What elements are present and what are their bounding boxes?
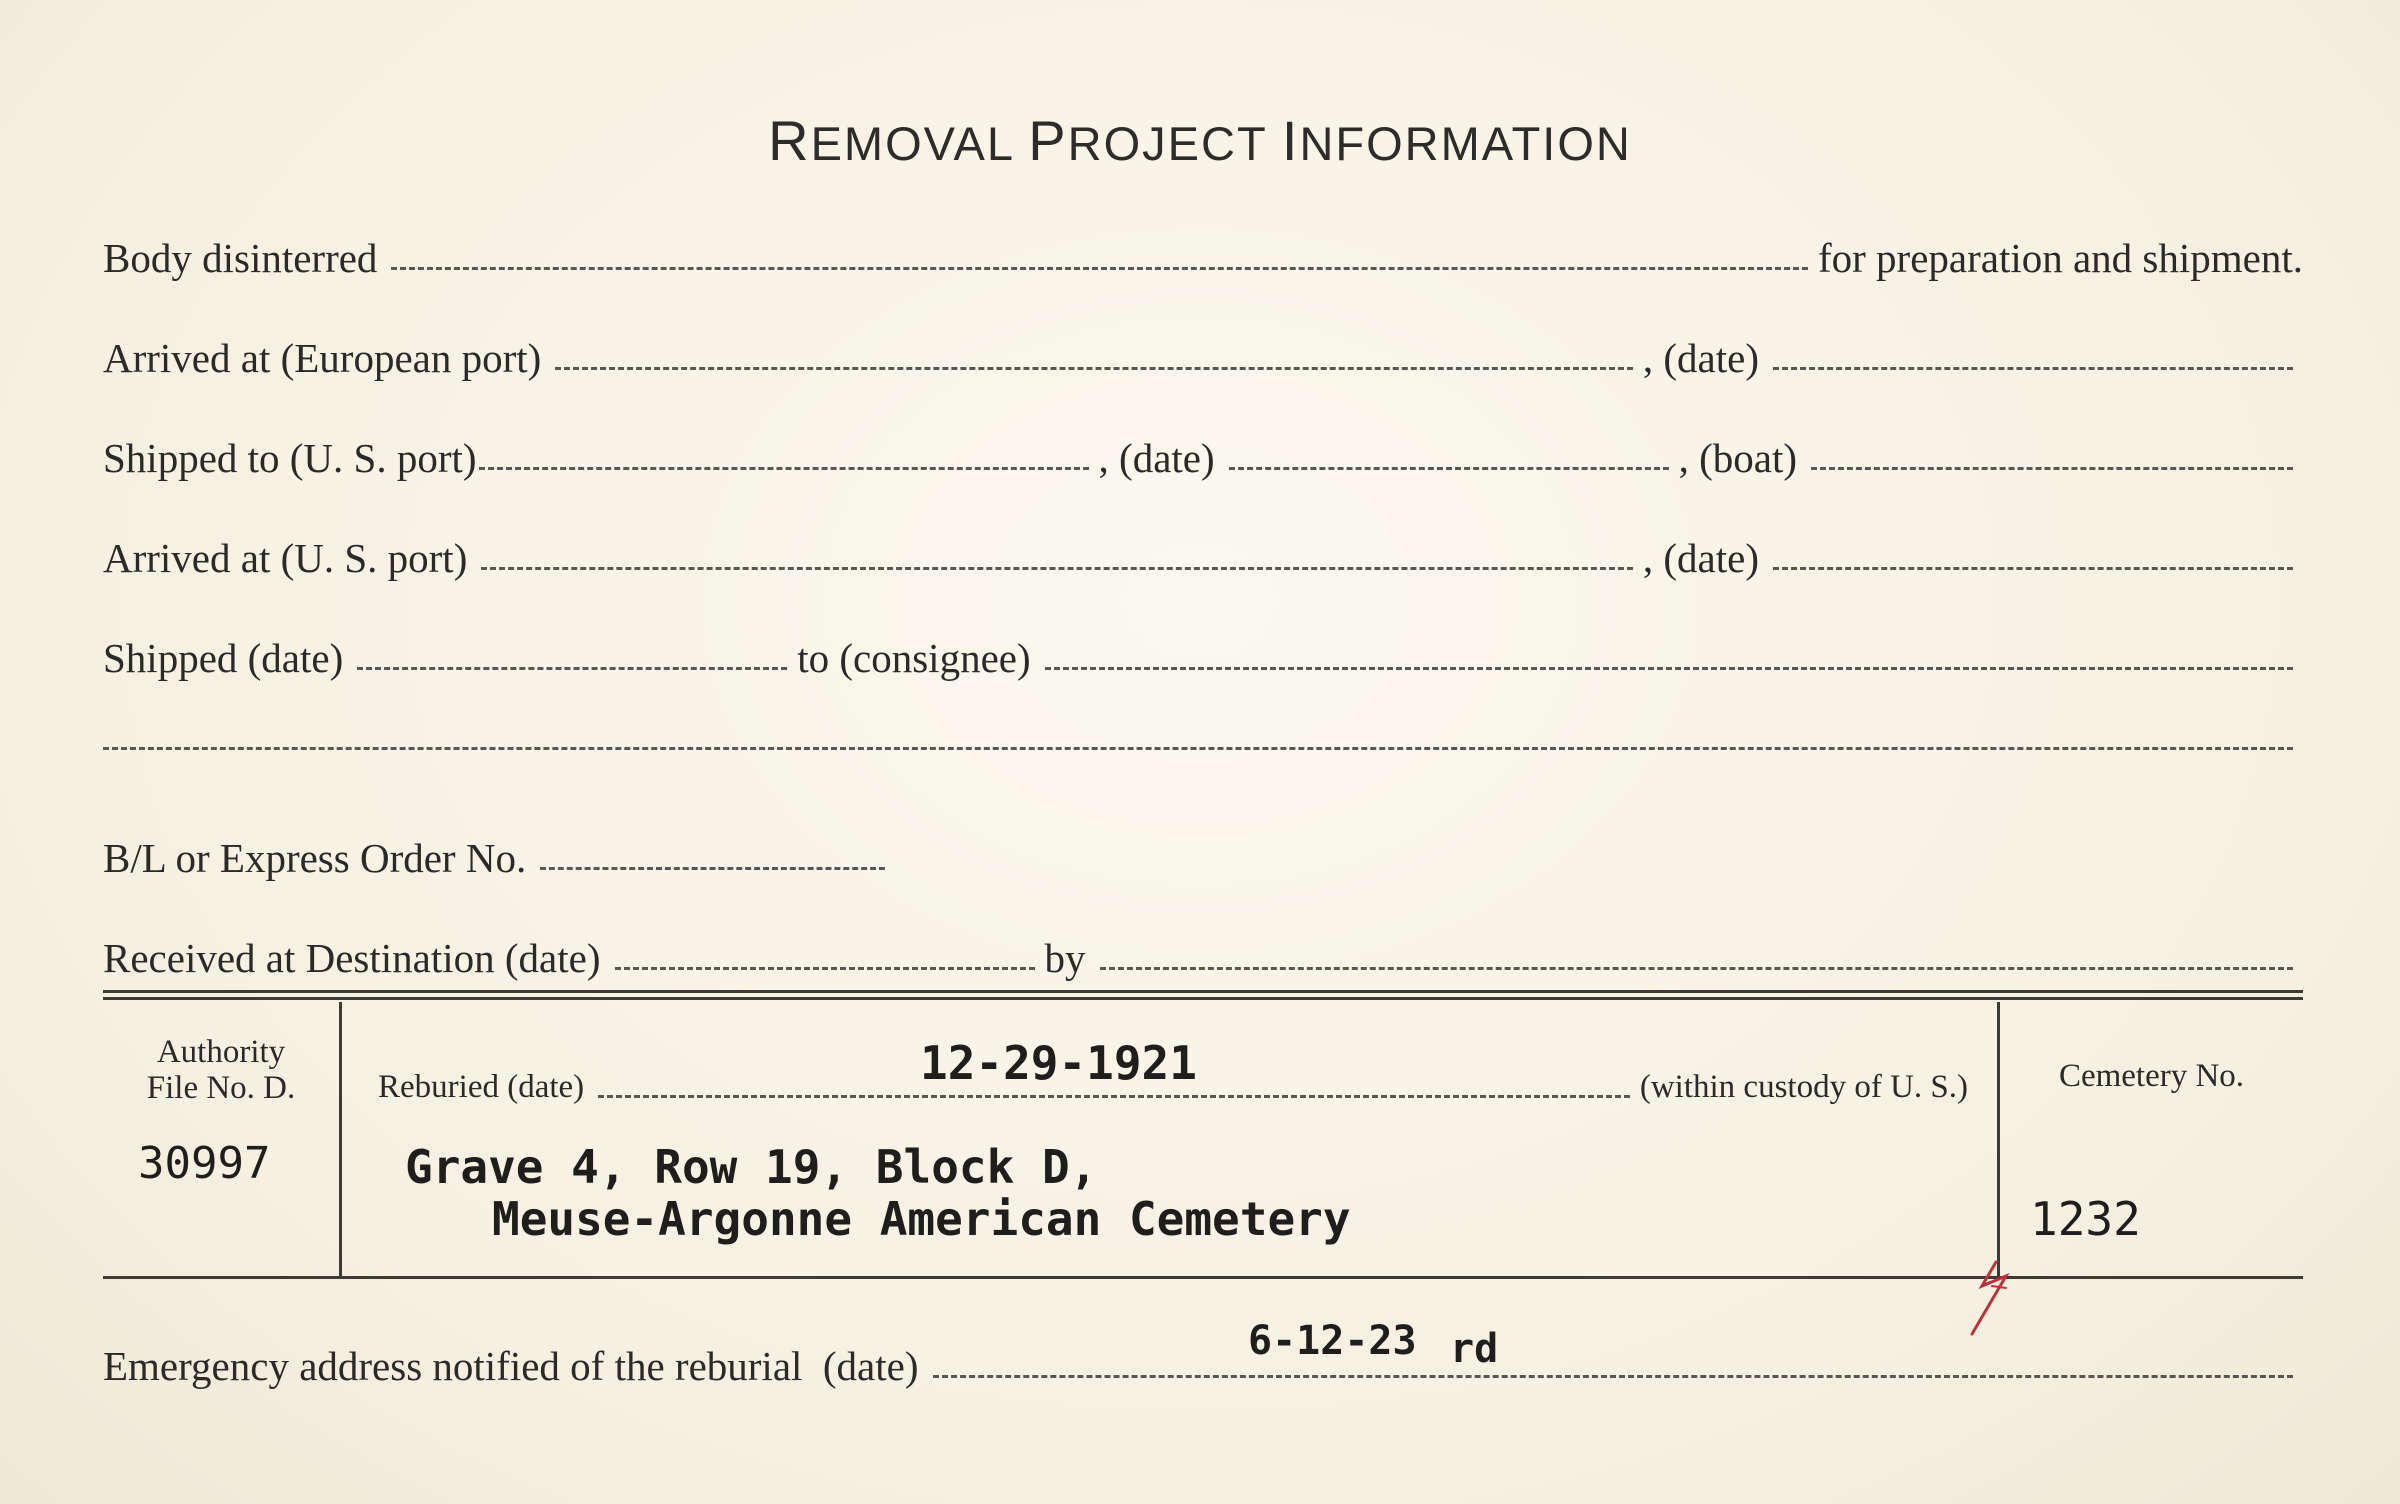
arrived-us-date-field[interactable] <box>1773 567 2293 570</box>
row-bl-order <box>103 822 2303 882</box>
received-date-field[interactable] <box>615 967 1035 970</box>
table-top-rule-2 <box>103 997 2303 1000</box>
arrived-us-date-label: , (date) <box>1642 535 1759 581</box>
received-by-label: by <box>1044 935 1086 981</box>
arrived-european-date-field[interactable] <box>1773 367 2293 370</box>
bl-order-label: B/L or Express Order No. <box>103 835 527 881</box>
consignee-label: to (consignee) <box>797 635 1031 681</box>
emergency-date-field[interactable] <box>933 1375 2294 1378</box>
body-disinterred-field[interactable] <box>391 267 1808 270</box>
shipped-date-label: Shipped (date) <box>103 635 344 681</box>
european-port-field[interactable] <box>555 367 1633 370</box>
row-received <box>103 922 2303 982</box>
card-title: REMOVAL PROJECT INFORMATION <box>768 109 1632 172</box>
shipped-us-date-label: , (date) <box>1098 435 1215 481</box>
arrived-european-date-label: , (date) <box>1642 335 1759 381</box>
emergency-initials: rd <box>1450 1326 1499 1372</box>
emergency-date-value: 6-12-23 <box>1248 1318 1417 1364</box>
authority-file-number: 30997 <box>138 1138 271 1189</box>
arrived-us-port-field[interactable] <box>481 567 1633 570</box>
shipped-us-date-field[interactable] <box>1229 467 1669 470</box>
body-disinterred-label: Body disinterred <box>103 235 378 281</box>
reburied-date-field[interactable] <box>598 1095 1630 1098</box>
grave-location-line-2: Meuse-Argonne American Cemetery <box>492 1192 1351 1246</box>
authority-label-line-1: Authority <box>156 1034 286 1070</box>
cemetery-number: 1232 <box>2030 1192 2141 1246</box>
preparation-shipment-label: for preparation and shipment. <box>1817 235 2303 281</box>
row-body-disinterred <box>103 222 2303 282</box>
received-by-field[interactable] <box>1100 967 2294 970</box>
authority-label <box>103 1034 339 1106</box>
cemetery-label: Cemetery No. <box>2058 1058 2245 1094</box>
row-shipped-us <box>103 422 2303 482</box>
boat-field[interactable] <box>1811 467 2293 470</box>
bl-order-field[interactable] <box>540 867 885 870</box>
row-arrived-european <box>103 322 2303 382</box>
reburied-label: Reburied (date) <box>378 1069 585 1105</box>
row-emergency <box>103 1330 2303 1390</box>
shipped-us-label: Shipped to (U. S. port) <box>103 435 477 481</box>
table-top-rule-1 <box>103 990 2303 993</box>
row-arrived-us <box>103 522 2303 582</box>
consignee-field[interactable] <box>1045 667 2293 670</box>
grave-location-line-1: Grave 4, Row 19, Block D, <box>405 1140 1098 1194</box>
row-consignee-continuation <box>103 702 2303 762</box>
table-divider-left <box>339 1002 342 1276</box>
reburied-date-value: 12-29-1921 <box>920 1036 1197 1090</box>
row-shipped-date <box>103 622 2303 682</box>
arrived-european-label: Arrived at (European port) <box>103 335 542 381</box>
shipped-date-field[interactable] <box>357 667 787 670</box>
shipped-us-boat-label: , (boat) <box>1678 435 1798 481</box>
emergency-label: Emergency address notified of the reburial (date) <box>103 1343 919 1389</box>
received-label: Received at Destination (date) <box>103 935 601 981</box>
consignee-continuation-field[interactable] <box>103 747 2293 750</box>
table-divider-right <box>1997 1002 2000 1276</box>
custody-label: (within custody of U. S.) <box>1639 1069 1968 1105</box>
arrived-us-label: Arrived at (U. S. port) <box>103 535 468 581</box>
red-check-mark-icon <box>1966 1258 2026 1338</box>
us-port-field[interactable] <box>479 467 1089 470</box>
authority-label-line-2: File No. D. <box>146 1070 296 1106</box>
